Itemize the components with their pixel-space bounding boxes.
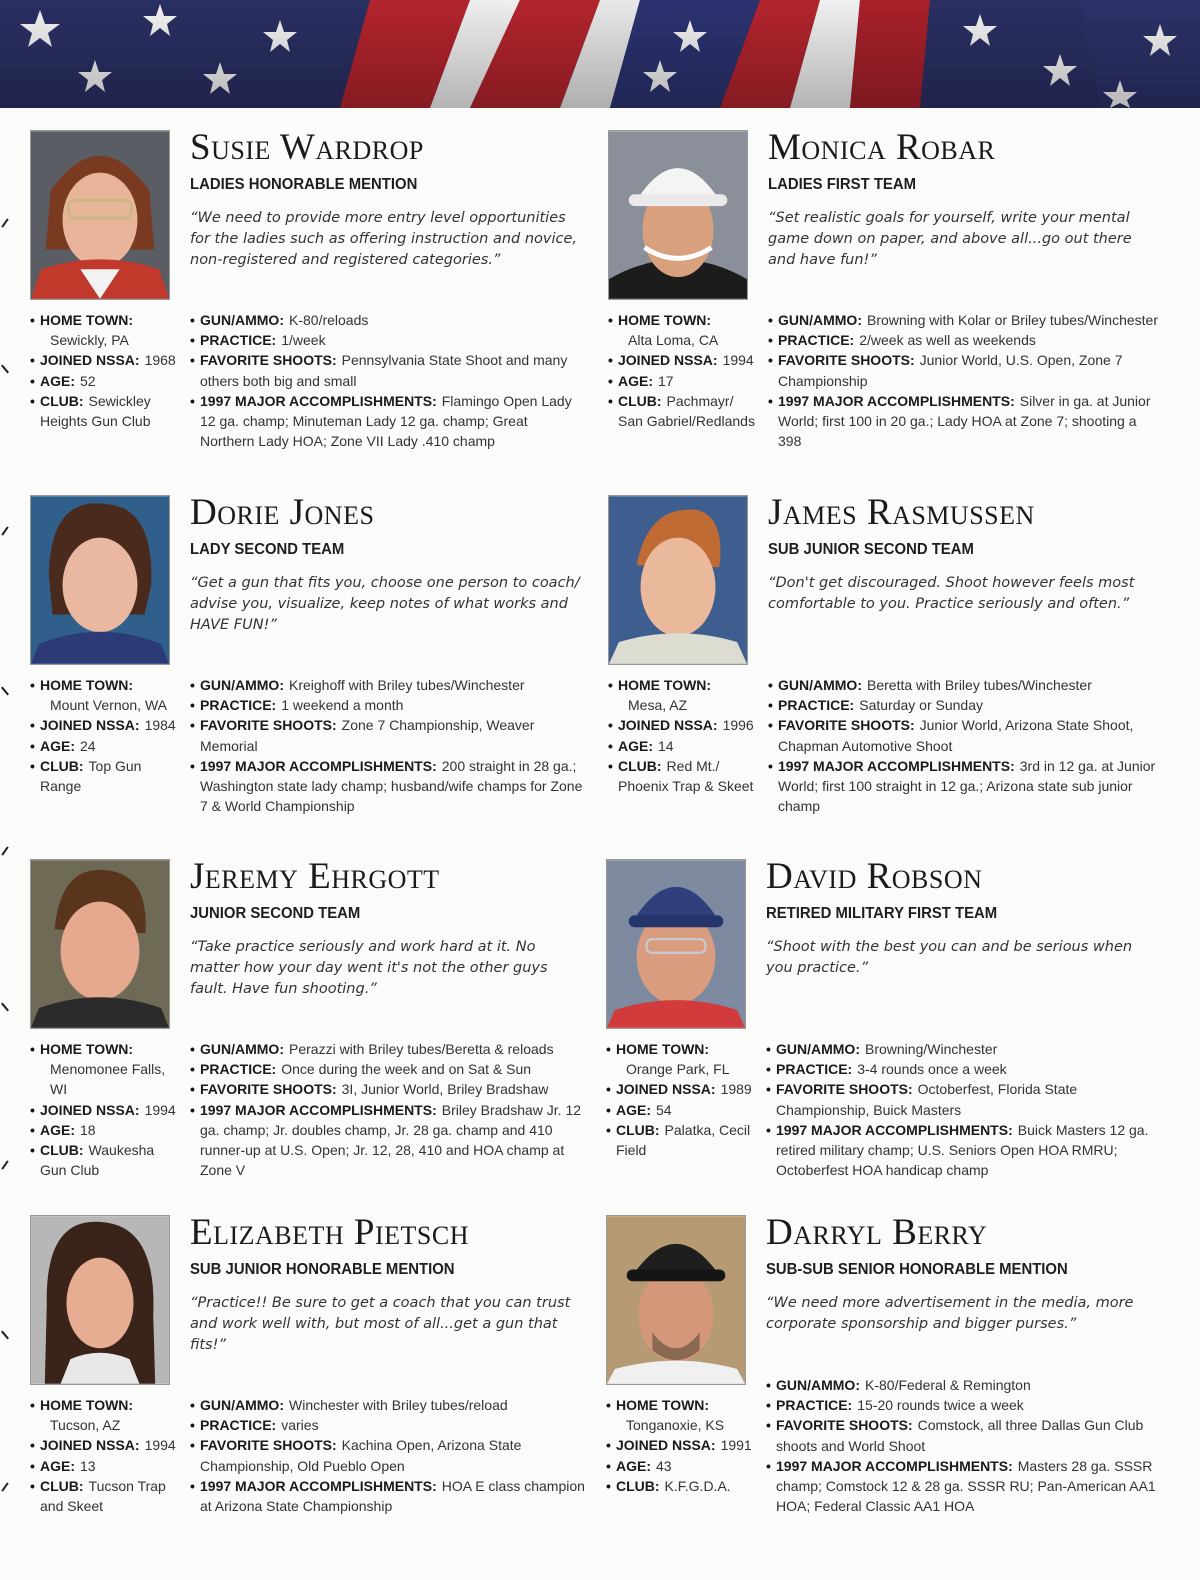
gun-label: GUN/AMMO: (776, 1377, 860, 1393)
athlete-quote: “Set realistic goals for yourself, write your mental game down on paper, and above all...go out there and have fun!” (768, 210, 1132, 268)
home-town-value: Orange Park, FL (626, 1061, 730, 1078)
margin-mark (1, 218, 8, 227)
personal-stats (30, 675, 180, 796)
club-item (606, 1120, 756, 1160)
accomplishments-label: 1997 MAJOR ACCOMPLISHMENTS: (200, 757, 437, 774)
gun-value: Winchester with Briley tubes/reload (289, 1397, 508, 1413)
shooting-details (766, 1375, 1161, 1516)
margin-mark (1, 1003, 9, 1012)
portrait-image (31, 860, 169, 1028)
gun-label: GUN/AMMO: (200, 1397, 284, 1413)
shooting-details (190, 675, 585, 816)
margin-mark (1, 365, 9, 374)
age-value: 24 (80, 737, 96, 754)
accomplishments-item (768, 756, 1163, 817)
shoots-item (190, 1079, 585, 1099)
athlete-name: James Rasmussen (768, 492, 1035, 533)
gun-label: GUN/AMMO: (778, 312, 862, 328)
flag-banner (0, 0, 1200, 108)
portrait-image (607, 1216, 745, 1384)
gun-value: Browning with Kolar or Briley tubes/Winchester (867, 312, 1159, 328)
portrait-photo (30, 1215, 170, 1385)
shooting-details (768, 675, 1163, 816)
age-value: 13 (80, 1457, 96, 1474)
portrait-photo (606, 859, 746, 1029)
portrait-image (31, 496, 169, 664)
margin-mark (1, 1160, 8, 1169)
team-title: LADIES HONORABLE MENTION (190, 176, 418, 193)
practice-value: Once during the week and on Sat & Sun (281, 1061, 532, 1078)
athlete-quote: “We need more advertisement in the media, more corporate sponsorship and bigger purses.” (766, 1295, 1134, 1332)
home-town-label: HOME TOWN: (618, 677, 712, 693)
shoots-value: Zone 7 Championship, Weaver Memorial (200, 717, 535, 754)
age-label: AGE: (616, 1457, 651, 1474)
team-title: LADY SECOND TEAM (190, 541, 345, 558)
age-value: 52 (80, 372, 96, 389)
portrait-photo (608, 130, 748, 300)
practice-item (190, 1059, 585, 1079)
club-value: Sewickley Heights Gun Club (40, 392, 151, 430)
accomplishments-item (766, 1120, 1161, 1181)
margin-mark (1, 526, 8, 535)
joined-value: 1994 (144, 1101, 176, 1118)
athlete-name: David Robson (766, 856, 983, 897)
profile-card (608, 127, 1168, 480)
american-flag-image (0, 0, 1200, 108)
accomplishments-value: 3rd in 12 ga. at Junior World; first 100 straight in 12 ga.; Arizona state sub junior champ (778, 757, 1156, 815)
home-town-item (30, 310, 180, 350)
gun-item (766, 1039, 1161, 1059)
shooting-details (766, 1039, 1161, 1180)
club-value: Pachmayr/ San Gabriel/Redlands (618, 392, 755, 430)
gun-value: Beretta with Briley tubes/Winchester (867, 677, 1092, 693)
club-value: Waukesha Gun Club (40, 1142, 155, 1179)
profile-card (30, 127, 590, 480)
portrait-image (609, 131, 747, 299)
accomplishments-item (190, 391, 585, 452)
home-town-value: Alta Loma, CA (628, 332, 719, 349)
accomplishments-label: 1997 MAJOR ACCOMPLISHMENTS: (200, 1477, 437, 1494)
joined-label: JOINED NSSA: (618, 717, 718, 734)
home-town-label: HOME TOWN: (616, 1397, 710, 1413)
team-title: SUB-SUB SENIOR HONORABLE MENTION (766, 1261, 1068, 1278)
age-label: AGE: (616, 1101, 651, 1118)
team-title: SUB JUNIOR HONORABLE MENTION (190, 1261, 455, 1278)
shoots-label: FAVORITE SHOOTS: (200, 1081, 337, 1098)
team-title: LADIES FIRST TEAM (768, 176, 916, 193)
age-label: AGE: (618, 737, 653, 754)
age-item (30, 371, 180, 391)
practice-value: 15-20 rounds twice a week (857, 1397, 1024, 1414)
practice-value: 1/week (281, 332, 326, 349)
joined-value: 1989 (720, 1081, 752, 1098)
shoots-value: Comstock, all three Dallas Gun Club shoots and World Shoot (776, 1417, 1144, 1454)
joined-item (30, 1100, 180, 1120)
profile-card (606, 1212, 1166, 1565)
joined-label: JOINED NSSA: (618, 352, 718, 369)
portrait-image (609, 496, 747, 664)
gun-label: GUN/AMMO: (776, 1041, 860, 1057)
accomplishments-item (766, 1456, 1161, 1517)
gun-item (768, 675, 1163, 695)
athlete-name: Monica Robar (768, 127, 996, 168)
age-item (30, 1120, 180, 1140)
shoots-item (766, 1415, 1161, 1455)
home-town-value: Sewickly, PA (50, 332, 129, 349)
profile-card (606, 856, 1166, 1209)
club-value: K.F.G.D.A. (664, 1477, 731, 1494)
margin-mark (1, 846, 8, 855)
accomplishments-item (768, 391, 1163, 452)
athlete-quote: “We need to provide more entry level opportunities for the ladies such as offering instruction and novice, non-registered and registered categories.” (190, 210, 578, 268)
practice-label: PRACTICE: (776, 1061, 853, 1078)
practice-label: PRACTICE: (778, 697, 855, 714)
accomplishments-label: 1997 MAJOR ACCOMPLISHMENTS: (776, 1121, 1013, 1138)
gun-value: K-80/Federal & Remington (865, 1377, 1031, 1393)
club-item (606, 1476, 756, 1496)
practice-item (766, 1395, 1161, 1415)
joined-label: JOINED NSSA: (40, 1101, 140, 1118)
athlete-quote: “Shoot with the best you can and be serious when you practice.” (766, 939, 1133, 976)
age-item (606, 1100, 756, 1120)
profile-card (30, 492, 590, 845)
club-item (30, 1476, 180, 1516)
personal-stats (606, 1039, 756, 1160)
club-item (30, 756, 180, 796)
practice-label: PRACTICE: (776, 1397, 853, 1414)
age-label: AGE: (40, 1457, 75, 1474)
practice-label: PRACTICE: (778, 332, 855, 349)
practice-value: Saturday or Sunday (859, 697, 983, 714)
club-label: CLUB: (616, 1121, 660, 1138)
club-item (30, 391, 180, 431)
joined-value: 1984 (144, 717, 176, 734)
shoots-label: FAVORITE SHOOTS: (776, 1081, 913, 1098)
club-item (608, 391, 758, 431)
portrait-photo (30, 130, 170, 300)
shoots-item (190, 715, 585, 755)
shoots-label: FAVORITE SHOOTS: (200, 352, 337, 369)
shoots-item (766, 1079, 1161, 1119)
practice-label: PRACTICE: (200, 1061, 277, 1078)
joined-label: JOINED NSSA: (616, 1437, 716, 1454)
joined-item (30, 715, 180, 735)
age-label: AGE: (40, 1121, 75, 1138)
club-label: CLUB: (40, 1477, 84, 1494)
shooting-details (190, 1039, 585, 1180)
age-label: AGE: (40, 737, 75, 754)
joined-value: 1968 (144, 352, 176, 369)
athlete-quote: “Get a gun that fits you, choose one person to coach/ advise you, visualize, keep notes of what works and HAVE FUN!” (190, 575, 580, 633)
accomplishments-value: Buick Masters 12 ga. retired military champ; U.S. Seniors Open HOA RMRU; Octoberfest HOA handicap champ (776, 1121, 1149, 1179)
gun-item (190, 1039, 585, 1059)
personal-stats (30, 310, 180, 431)
accomplishments-value: Briley Bradshaw Jr. 12 ga. champ; Jr. doubles champ, Jr. 28 ga. champ and 410 runner-up at U.S. Open; Jr. 12, 28, 410 and HOA champ at Zone V (200, 1101, 582, 1179)
portrait-image (607, 860, 745, 1028)
accomplishments-label: 1997 MAJOR ACCOMPLISHMENTS: (778, 757, 1015, 774)
personal-stats (608, 675, 758, 796)
shoots-label: FAVORITE SHOOTS: (778, 717, 915, 734)
shoots-item (190, 350, 585, 390)
gun-label: GUN/AMMO: (200, 312, 284, 328)
practice-label: PRACTICE: (200, 697, 277, 714)
home-town-value: Mount Vernon, WA (50, 697, 167, 714)
athlete-name: Darryl Berry (766, 1212, 988, 1253)
practice-label: PRACTICE: (200, 1417, 277, 1434)
team-title: SUB JUNIOR SECOND TEAM (768, 541, 974, 558)
gun-item (190, 675, 585, 695)
margin-mark (1, 1331, 9, 1340)
age-label: AGE: (40, 372, 75, 389)
home-town-item (30, 1395, 180, 1435)
shoots-label: FAVORITE SHOOTS: (776, 1417, 913, 1434)
athlete-quote: “Don't get discouraged. Shoot however feels most comfortable to you. Practice seriously and often.” (768, 575, 1135, 612)
gun-value: Perazzi with Briley tubes/Beretta & reloads (289, 1041, 554, 1057)
club-label: CLUB: (618, 757, 662, 774)
club-item (30, 1140, 180, 1180)
home-town-label: HOME TOWN: (40, 312, 134, 328)
shoots-value: Junior World, U.S. Open, Zone 7 Championship (778, 352, 1123, 389)
shoots-item (768, 715, 1163, 755)
practice-label: PRACTICE: (200, 332, 277, 349)
athlete-name: Elizabeth Pietsch (190, 1212, 470, 1253)
home-town-value: Tonganoxie, KS (626, 1417, 725, 1434)
accomplishments-item (190, 756, 585, 817)
home-town-item (606, 1039, 756, 1079)
age-value: 54 (656, 1101, 672, 1118)
home-town-label: HOME TOWN: (40, 677, 134, 693)
home-town-item (30, 675, 180, 715)
home-town-label: HOME TOWN: (40, 1397, 134, 1413)
shoots-label: FAVORITE SHOOTS: (778, 352, 915, 369)
joined-value: 1994 (722, 352, 754, 369)
home-town-item (30, 1039, 180, 1100)
shoots-value: Pennsylvania State Shoot and many others both big and small (200, 352, 568, 389)
practice-item (766, 1059, 1161, 1079)
accomplishments-item (190, 1100, 585, 1181)
joined-item (608, 715, 758, 735)
gun-item (190, 1395, 585, 1415)
practice-item (190, 330, 585, 350)
home-town-item (608, 675, 758, 715)
age-item (608, 371, 758, 391)
shoots-value: Octoberfest, Florida State Championship, Buick Masters (776, 1081, 1078, 1118)
practice-value: varies (281, 1417, 319, 1434)
shooting-details (190, 310, 585, 451)
home-town-value: Tucson, AZ (50, 1417, 121, 1434)
age-item (30, 1456, 180, 1476)
practice-item (190, 695, 585, 715)
home-town-value: Mesa, AZ (628, 697, 688, 714)
margin-mark (1, 687, 9, 696)
accomplishments-label: 1997 MAJOR ACCOMPLISHMENTS: (776, 1457, 1013, 1474)
athlete-quote: “Practice!! Be sure to get a coach that you can trust and work well with, but most of all...get a gun that fits!” (190, 1295, 571, 1353)
joined-label: JOINED NSSA: (616, 1081, 716, 1098)
personal-stats (30, 1039, 180, 1180)
joined-value: 1994 (144, 1437, 176, 1454)
age-value: 43 (656, 1457, 672, 1474)
personal-stats (30, 1395, 180, 1516)
home-town-item (606, 1395, 756, 1435)
accomplishments-item (190, 1476, 585, 1516)
age-value: 17 (658, 372, 674, 389)
shoots-item (768, 350, 1163, 390)
home-town-item (608, 310, 758, 350)
age-item (30, 736, 180, 756)
joined-item (30, 1435, 180, 1455)
gun-item (766, 1375, 1161, 1395)
shoots-label: FAVORITE SHOOTS: (200, 717, 337, 734)
portrait-photo (30, 859, 170, 1029)
club-value: Palatka, Cecil Field (616, 1121, 751, 1159)
practice-item (190, 1415, 585, 1435)
team-title: RETIRED MILITARY FIRST TEAM (766, 905, 998, 922)
age-value: 18 (80, 1121, 96, 1138)
club-item (608, 756, 758, 796)
club-label: CLUB: (40, 392, 84, 409)
joined-item (606, 1435, 756, 1455)
accomplishments-label: 1997 MAJOR ACCOMPLISHMENTS: (200, 392, 437, 409)
age-label: AGE: (618, 372, 653, 389)
gun-item (190, 310, 585, 330)
accomplishments-label: 1997 MAJOR ACCOMPLISHMENTS: (778, 392, 1015, 409)
portrait-photo (606, 1215, 746, 1385)
shoots-label: FAVORITE SHOOTS: (200, 1437, 337, 1454)
joined-item (606, 1079, 756, 1099)
club-label: CLUB: (40, 1142, 84, 1159)
shoots-item (190, 1435, 585, 1475)
shooting-details (190, 1395, 585, 1516)
athlete-name: Susie Wardrop (190, 127, 424, 168)
gun-value: Kreighoff with Briley tubes/Winchester (289, 677, 525, 693)
practice-value: 1 weekend a month (281, 697, 404, 714)
joined-label: JOINED NSSA: (40, 1437, 140, 1454)
club-label: CLUB: (618, 392, 662, 409)
home-town-label: HOME TOWN: (616, 1041, 710, 1057)
club-value: Top Gun Range (40, 757, 142, 795)
age-item (606, 1456, 756, 1476)
joined-value: 1991 (720, 1437, 752, 1454)
age-item (608, 736, 758, 756)
personal-stats (608, 310, 758, 431)
joined-label: JOINED NSSA: (40, 717, 140, 734)
gun-label: GUN/AMMO: (200, 677, 284, 693)
profile-card (30, 1212, 590, 1565)
portrait-photo (30, 495, 170, 665)
joined-item (30, 350, 180, 370)
joined-value: 1996 (722, 717, 754, 734)
profile-card (30, 856, 590, 1209)
accomplishments-value: Masters 28 ga. SSSR champ; Comstock 12 & 28 ga. SSSR RU; Pan-American AA1 HOA; Federal Classic AA1 HOA (776, 1457, 1156, 1515)
accomplishments-value: 200 straight in 28 ga.; Washington state lady champ; husband/wife champs for Zone 7 & World Championship (200, 757, 583, 815)
shoots-value: Kachina Open, Arizona State Championship, Old Pueblo Open (200, 1437, 522, 1474)
shoots-value: 3I, Junior World, Briley Bradshaw (341, 1081, 549, 1098)
joined-label: JOINED NSSA: (40, 352, 140, 369)
portrait-image (31, 131, 169, 299)
shooting-details (768, 310, 1163, 451)
practice-item (768, 330, 1163, 350)
club-value: Red Mt./ Phoenix Trap & Skeet (618, 757, 754, 795)
accomplishments-value: HOA E class champion at Arizona State Championship (200, 1477, 585, 1515)
shoots-value: Junior World, Arizona State Shoot, Chapman Automotive Shoot (778, 717, 1134, 754)
accomplishments-value: Flamingo Open Lady 12 ga. champ; Minuteman Lady 12 ga. champ; Great Northern Lady HOA; Zone VII Lady .410 champ (200, 392, 572, 450)
gun-item (768, 310, 1163, 330)
club-label: CLUB: (40, 757, 84, 774)
home-town-value: Menomonee Falls, WI (50, 1061, 166, 1098)
athlete-name: Jeremy Ehrgott (190, 856, 440, 897)
accomplishments-value: Silver in ga. at Junior World; first 100 in 20 ga.; Lady HOA at Zone 7; shooting a 398 (778, 392, 1151, 450)
age-value: 14 (658, 737, 674, 754)
margin-mark (1, 1482, 8, 1491)
club-label: CLUB: (616, 1477, 660, 1494)
practice-value: 3-4 rounds once a week (857, 1061, 1007, 1078)
athlete-quote: “Take practice seriously and work hard at it. No matter how your day went it's not the other guys fault. Have fun shooting.” (190, 939, 548, 997)
home-town-label: HOME TOWN: (40, 1041, 134, 1057)
home-town-label: HOME TOWN: (618, 312, 712, 328)
accomplishments-label: 1997 MAJOR ACCOMPLISHMENTS: (200, 1101, 437, 1118)
gun-value: Browning/Winchester (865, 1041, 998, 1057)
athlete-name: Dorie Jones (190, 492, 375, 533)
portrait-image (31, 1216, 169, 1384)
profile-card (608, 492, 1168, 845)
gun-value: K-80/reloads (289, 312, 369, 328)
club-value: Tucson Trap and Skeet (40, 1477, 166, 1515)
gun-label: GUN/AMMO: (200, 1041, 284, 1057)
joined-item (608, 350, 758, 370)
practice-item (768, 695, 1163, 715)
gun-label: GUN/AMMO: (778, 677, 862, 693)
team-title: JUNIOR SECOND TEAM (190, 905, 361, 922)
portrait-photo (608, 495, 748, 665)
practice-value: 2/week as well as weekends (859, 332, 1036, 349)
personal-stats (606, 1395, 756, 1496)
